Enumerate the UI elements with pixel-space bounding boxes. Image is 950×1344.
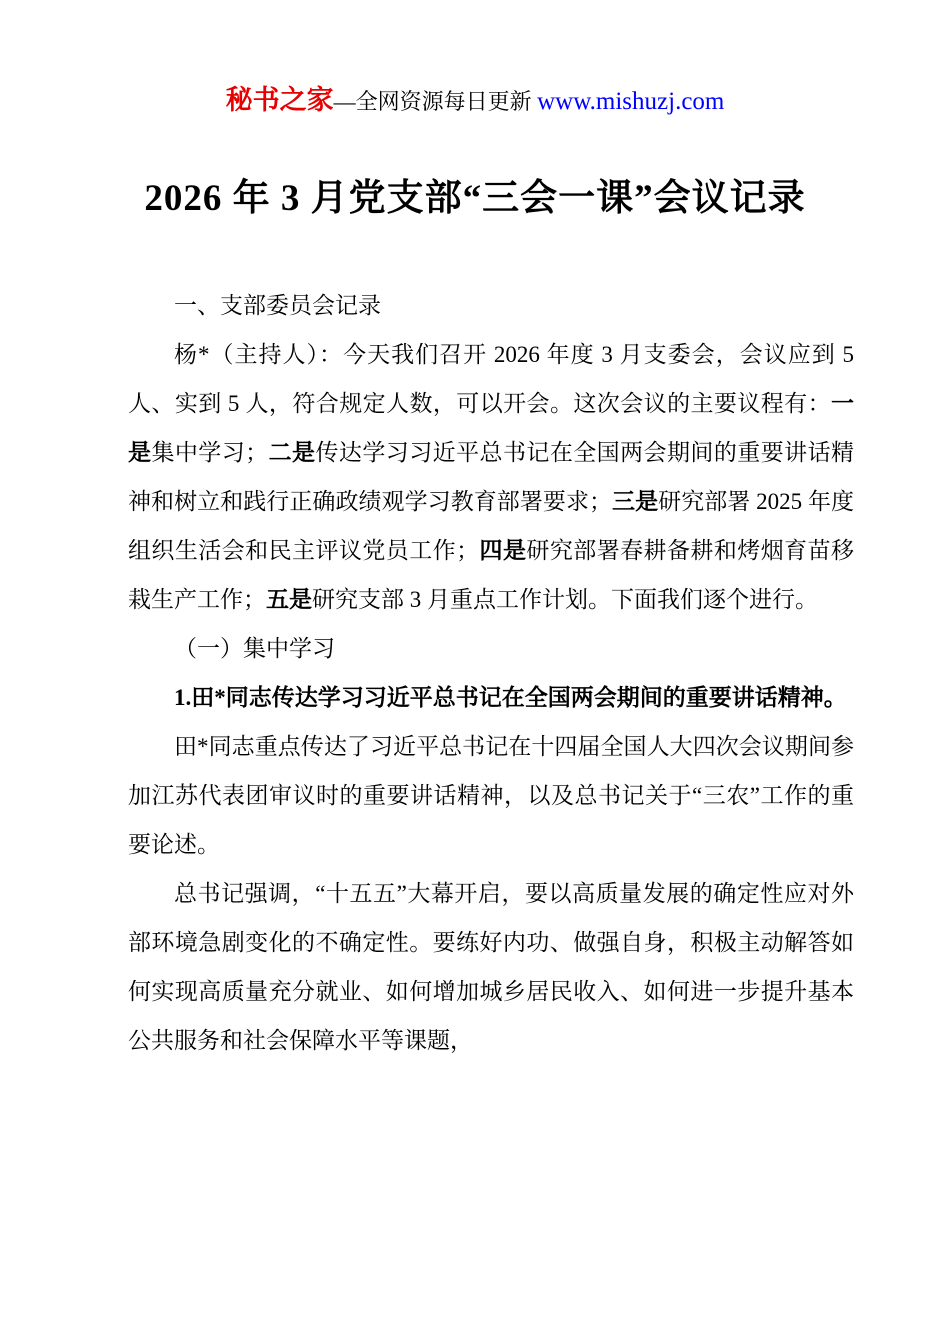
paragraph-text: （一）集中学习 (174, 636, 335, 661)
site-header (0, 0, 950, 121)
document-title: 2026 年 3 月党支部“三会一课”会议记录 (144, 178, 806, 219)
paragraph-text: 研究支部 3 月重点工作计划。下面我们逐个进行。 (312, 587, 818, 612)
paragraph (128, 281, 854, 330)
paragraph-text-bold: 四是 (479, 538, 527, 563)
paragraph-text: 杨*（主持人）：今天我们召开 2026 年度 3 月支委会，会议应到 5 人、实到 5 人，符合规定人数，可以开会。这次会议的主要议程有： (128, 342, 854, 416)
paragraph (128, 722, 854, 869)
paragraph-text-bold: 一是 (128, 391, 854, 465)
site-url-link[interactable]: www.mishuzj.com (537, 88, 725, 115)
paragraph-text-bold: 三是 (612, 489, 659, 514)
paragraph (128, 330, 854, 624)
paragraph (128, 673, 854, 722)
document-body (128, 281, 854, 1065)
site-tagline: —全网资源每日更新 (333, 89, 538, 114)
paragraph-text: 集中学习； (151, 440, 269, 465)
paragraph-text: 田*同志重点传达了习近平总书记在十四届全国人大四次会议期间参加江苏代表团审议时的重要讲话精神，以及总书记关于“三农”工作的重要论述。 (128, 734, 854, 857)
paragraph-text: 一、支部委员会记录 (174, 293, 381, 318)
paragraph-text-bold: 二是 (268, 440, 316, 465)
paragraph (128, 869, 854, 1065)
paragraph-text-bold: 五是 (266, 587, 312, 612)
paragraph (128, 624, 854, 673)
paragraph-text: 研究部署春耕备耕和烤烟育苗移栽生产工作； (128, 538, 855, 612)
paragraph-text: 传达学习习近平总书记在全国两会期间的重要讲话精神和树立和践行正确政绩观学习教育部署要求； (128, 440, 855, 514)
site-brand: 秘书之家 (225, 85, 334, 115)
paragraph-text: 研究部署 2025 年度组织生活会和民主评议党员工作； (128, 489, 855, 563)
paragraph-text: 总书记强调，“十五五”大幕开启，要以高质量发展的确定性应对外部环境急剧变化的不确定性。要练好内功、做强自身，积极主动解答如何实现高质量充分就业、如何增加城乡居民收入、如何进一步提升基本公共服务和社会保障水平等课题， (128, 881, 854, 1053)
paragraph-text-bold: 1.田*同志传达学习习近平总书记在全国两会期间的重要讲话精神。 (174, 685, 847, 710)
